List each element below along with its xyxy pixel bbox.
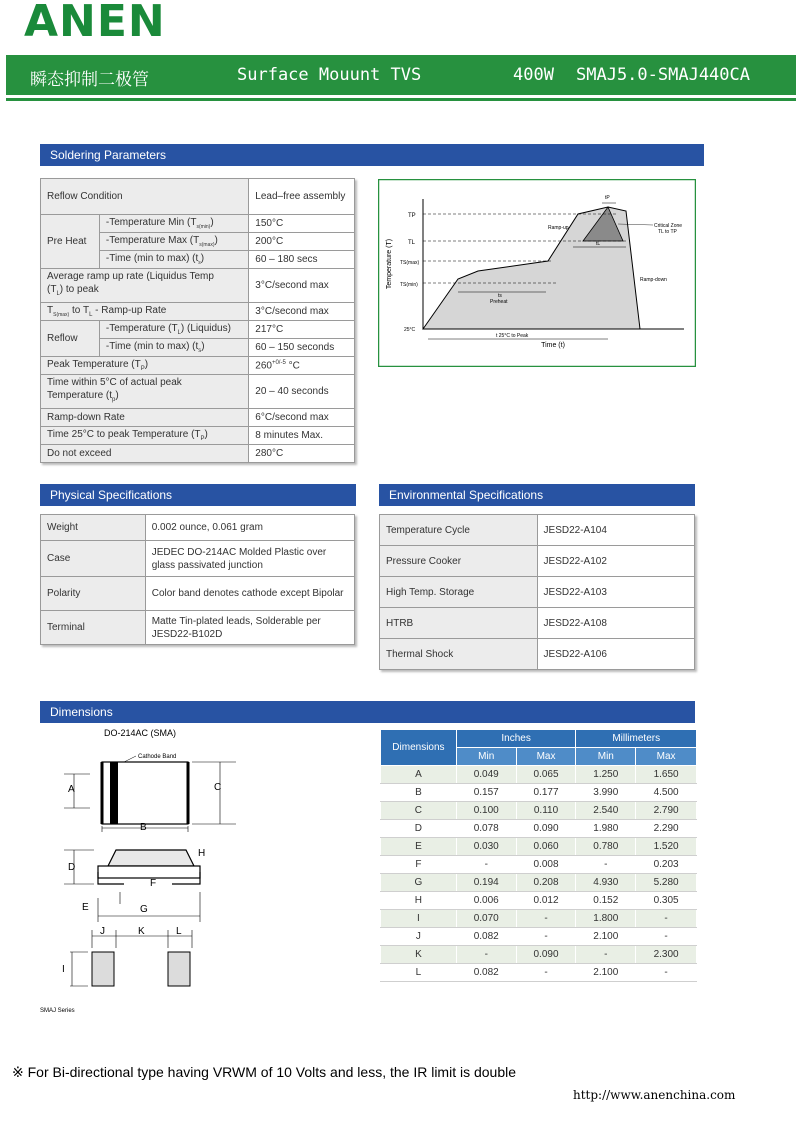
reflow-condition-label: Reflow Condition	[41, 179, 249, 215]
table-row	[381, 910, 697, 928]
table-row	[381, 820, 697, 838]
table-row	[381, 802, 697, 820]
cell-mm-max: 2.290	[636, 820, 697, 838]
package-drawing	[40, 726, 270, 1022]
dim-e-letter: E	[82, 902, 89, 913]
cell-in-max: -	[516, 964, 576, 982]
soldering-table-wrap	[40, 178, 355, 463]
cell-mm-max: 0.203	[636, 856, 697, 874]
cell-in-max: 0.012	[516, 892, 576, 910]
cell-dim: E	[381, 838, 457, 856]
bidirectional-footnote: ※ For Bi-directional type having VRWM of 10 Volts and less, the IR limit is double	[12, 1064, 517, 1080]
dim-d-letter: D	[68, 862, 76, 873]
pre-heat-label: Pre Heat	[41, 215, 100, 269]
dimensions-table	[380, 729, 697, 982]
peak-temp-label: Peak Temperature $(T_P)$	[41, 357, 249, 375]
dim-h-letter: H	[198, 848, 206, 859]
website-url[interactable]: http://www.anenchina.com	[573, 1088, 736, 1102]
cell-dim: L	[381, 964, 457, 982]
label-tl-time: tL	[596, 241, 601, 247]
env-row-label: Thermal Shock	[380, 639, 538, 670]
cell-dim: C	[381, 802, 457, 820]
cell-mm-min: 1.800	[576, 910, 636, 928]
cell-mm-max: 0.305	[636, 892, 697, 910]
do-not-exceed-label: Do not exceed	[41, 445, 249, 463]
cell-in-min: 0.049	[456, 766, 516, 784]
cell-in-max: -	[516, 928, 576, 946]
env-row-label: HTRB	[380, 608, 538, 639]
time-25-label: Time 25°C to peak Temperature $(T_P)$	[41, 427, 249, 445]
title-english: Surface Mouunt TVS	[237, 65, 422, 85]
table-row	[381, 892, 697, 910]
table-row	[381, 766, 697, 784]
env-row-label: Temperature Cycle	[380, 515, 538, 546]
avg-ramp-label: Average ramp up rate (Liquidus Temp $(T_L)$ to peak	[41, 269, 249, 303]
cell-mm-max: 4.500	[636, 784, 697, 802]
reflow-label: Reflow	[41, 321, 100, 357]
dim-k-letter: K	[138, 926, 145, 937]
cathode-band	[110, 762, 118, 824]
table-row	[381, 838, 697, 856]
dim-c-letter: C	[214, 782, 222, 793]
cell-mm-min: 2.100	[576, 964, 636, 982]
peak-temp-value: $260^{+0/-5}$ °C	[249, 357, 355, 375]
cell-dim: F	[381, 856, 457, 874]
liquidus-temp-label: -Temperature $(T_L)$ (Liquidus)	[99, 321, 248, 339]
do-not-exceed-value: 280°C	[249, 445, 355, 463]
cell-mm-max: 1.520	[636, 838, 697, 856]
col-inches: Inches	[456, 730, 576, 748]
reflow-profile-chart	[378, 179, 696, 367]
cell-in-min: 0.006	[456, 892, 516, 910]
ramp-down-label: Ramp-down Rate	[41, 409, 249, 427]
cell-in-max: -	[516, 910, 576, 928]
table-row	[381, 928, 697, 946]
reflow-condition-value: Lead–free assembly	[249, 179, 355, 215]
x-axis-label: Time (t)	[541, 342, 565, 349]
cell-mm-max: -	[636, 928, 697, 946]
section-dimensions: Dimensions	[40, 701, 695, 723]
environmental-table	[379, 514, 695, 670]
cell-dim: J	[381, 928, 457, 946]
ramp-up-value: 3°C/second max	[249, 303, 355, 321]
label-critical-zone: Critical Zone	[654, 223, 683, 229]
package-name: DO-214AC (SMA)	[104, 728, 177, 738]
section-physical-specifications: Physical Specifications	[40, 484, 356, 506]
cell-mm-min: 2.100	[576, 928, 636, 946]
dim-b-letter: B	[140, 822, 147, 833]
env-row-value: JESD22-A108	[537, 608, 694, 639]
col-in-max: Max	[516, 748, 576, 766]
label-ts: ts	[498, 293, 502, 299]
label-tp: TP	[408, 213, 416, 219]
preheat-time-label: -Time (min to max) $(t_s)$	[99, 251, 248, 269]
label-25c: 25°C	[404, 327, 416, 333]
dim-l-letter: L	[176, 926, 182, 937]
cell-mm-min: -	[576, 856, 636, 874]
col-in-min: Min	[456, 748, 516, 766]
time-within-label: Time within 5°C of actual peak Temperature $(t_p)$	[41, 375, 249, 409]
weight-label: Weight	[41, 515, 146, 541]
series-label: SMAJ Series	[40, 1008, 75, 1014]
temp-min-label: -Temperature Min $(T_{s(min)})$	[99, 215, 248, 233]
cell-mm-min: 0.152	[576, 892, 636, 910]
time-within-value: 20 – 40 seconds	[249, 375, 355, 409]
cell-mm-min: 1.980	[576, 820, 636, 838]
time-25-value: 8 minutes Max.	[249, 427, 355, 445]
temp-max-label: -Temperature Max $(T_{s(max)})$	[99, 233, 248, 251]
cell-dim: B	[381, 784, 457, 802]
cell-in-min: 0.030	[456, 838, 516, 856]
avg-ramp-value: 3°C/second max	[249, 269, 355, 303]
cell-mm-min: 0.780	[576, 838, 636, 856]
env-row-label: Pressure Cooker	[380, 546, 538, 577]
cell-in-min: -	[456, 946, 516, 964]
cell-mm-min: 3.990	[576, 784, 636, 802]
col-millimeters: Millimeters	[576, 730, 697, 748]
cell-mm-min: 2.540	[576, 802, 636, 820]
cell-mm-max: -	[636, 910, 697, 928]
polarity-label: Polarity	[41, 577, 146, 611]
polarity-value: Color band denotes cathode except Bipolar	[145, 577, 354, 611]
physical-table	[40, 514, 355, 645]
cell-in-min: 0.100	[456, 802, 516, 820]
cell-in-min: 0.070	[456, 910, 516, 928]
table-row	[381, 856, 697, 874]
cell-in-min: -	[456, 856, 516, 874]
cell-dim: A	[381, 766, 457, 784]
footprint-pad-right	[168, 952, 190, 986]
physical-table-wrap	[40, 514, 355, 645]
side-view-body	[108, 850, 194, 866]
cell-in-min: 0.194	[456, 874, 516, 892]
cell-mm-max: 2.790	[636, 802, 697, 820]
label-critical-zone-range: TL to TP	[658, 229, 677, 235]
case-value: JEDEC DO-214AC Molded Plastic over glass passivated junction	[145, 541, 354, 577]
cell-dim: K	[381, 946, 457, 964]
preheat-time-value: 60 – 180 secs	[249, 251, 355, 269]
cell-mm-max: 5.280	[636, 874, 697, 892]
temp-max-value: 200°C	[249, 233, 355, 251]
section-soldering-parameters: Soldering Parameters	[40, 144, 704, 166]
col-mm-min: Min	[576, 748, 636, 766]
cell-mm-max: 1.650	[636, 766, 697, 784]
table-row	[381, 874, 697, 892]
cell-in-min: 0.078	[456, 820, 516, 838]
footprint-pad-left	[92, 952, 114, 986]
col-dimensions: Dimensions	[381, 730, 457, 766]
env-row-label: High Temp. Storage	[380, 577, 538, 608]
label-ramp-up: Ramp-up	[548, 225, 569, 231]
table-row	[381, 964, 697, 982]
cell-mm-max: -	[636, 964, 697, 982]
side-view-base	[98, 866, 200, 878]
cell-in-max: 0.065	[516, 766, 576, 784]
label-ts-min: TS(min)	[400, 282, 418, 288]
cell-mm-min: -	[576, 946, 636, 964]
label-to-peak: t 25°C to Peak	[496, 333, 529, 339]
cell-in-min: 0.157	[456, 784, 516, 802]
env-row-value: JESD22-A106	[537, 639, 694, 670]
ramp-down-value: 6°C/second max	[249, 409, 355, 427]
cell-in-max: 0.090	[516, 946, 576, 964]
environmental-table-wrap	[379, 514, 695, 670]
cell-in-max: 0.110	[516, 802, 576, 820]
dim-i-letter: I	[62, 964, 65, 975]
col-mm-max: Max	[636, 748, 697, 766]
title-series: SMAJ5.0-SMAJ440CA	[576, 65, 750, 85]
table-row	[381, 946, 697, 964]
env-row-value: JESD22-A103	[537, 577, 694, 608]
cell-in-max: 0.208	[516, 874, 576, 892]
label-ts-max: TS(max)	[400, 260, 420, 266]
dim-j-letter: J	[100, 926, 105, 937]
reflow-time-label: -Time (min to max) $(t_s)$	[99, 339, 248, 357]
table-row	[381, 784, 697, 802]
cell-in-max: 0.008	[516, 856, 576, 874]
temp-min-value: 150°C	[249, 215, 355, 233]
dimensions-rows	[381, 766, 697, 982]
title-banner	[6, 55, 796, 95]
case-label: Case	[41, 541, 146, 577]
title-power: 400W	[513, 65, 554, 85]
y-axis-label: Temperature (T)	[386, 238, 393, 290]
liquidus-temp-value: 217°C	[249, 321, 355, 339]
title-chinese: 瞬态抑制二极管	[30, 70, 149, 90]
cell-mm-min: 4.930	[576, 874, 636, 892]
label-ramp-down: Ramp-down	[640, 277, 667, 283]
dim-f-letter: F	[150, 878, 157, 889]
banner-underline	[6, 98, 796, 101]
cell-in-min: 0.082	[456, 928, 516, 946]
section-environmental-specifications: Environmental Specifications	[379, 484, 695, 506]
reflow-time-value: 60 – 150 seconds	[249, 339, 355, 357]
label-tl: TL	[408, 240, 416, 246]
cell-dim: G	[381, 874, 457, 892]
dim-a-letter: A	[68, 784, 75, 795]
terminal-label: Terminal	[41, 611, 146, 645]
cell-in-max: 0.177	[516, 784, 576, 802]
cell-mm-max: 2.300	[636, 946, 697, 964]
dim-g-letter: G	[140, 904, 148, 915]
cell-dim: D	[381, 820, 457, 838]
cell-in-max: 0.060	[516, 838, 576, 856]
env-row-value: JESD22-A104	[537, 515, 694, 546]
ramp-up-label: $T_{S(max)}$ to $T_L$ - Ramp-up Rate	[41, 303, 249, 321]
terminal-value: Matte Tin-plated leads, Solderable per JESD22-B102D	[145, 611, 354, 645]
env-row-value: JESD22-A102	[537, 546, 694, 577]
label-tp-time: tP	[605, 195, 610, 201]
cell-in-max: 0.090	[516, 820, 576, 838]
brand-logo: ANEN	[24, 0, 166, 47]
cell-in-min: 0.082	[456, 964, 516, 982]
soldering-table	[40, 178, 355, 463]
cathode-band-label: Cathode Band	[138, 754, 177, 760]
weight-value: 0.002 ounce, 0.061 gram	[145, 515, 354, 541]
cell-dim: H	[381, 892, 457, 910]
cell-mm-min: 1.250	[576, 766, 636, 784]
label-preheat: Preheat	[490, 299, 508, 305]
cell-dim: I	[381, 910, 457, 928]
